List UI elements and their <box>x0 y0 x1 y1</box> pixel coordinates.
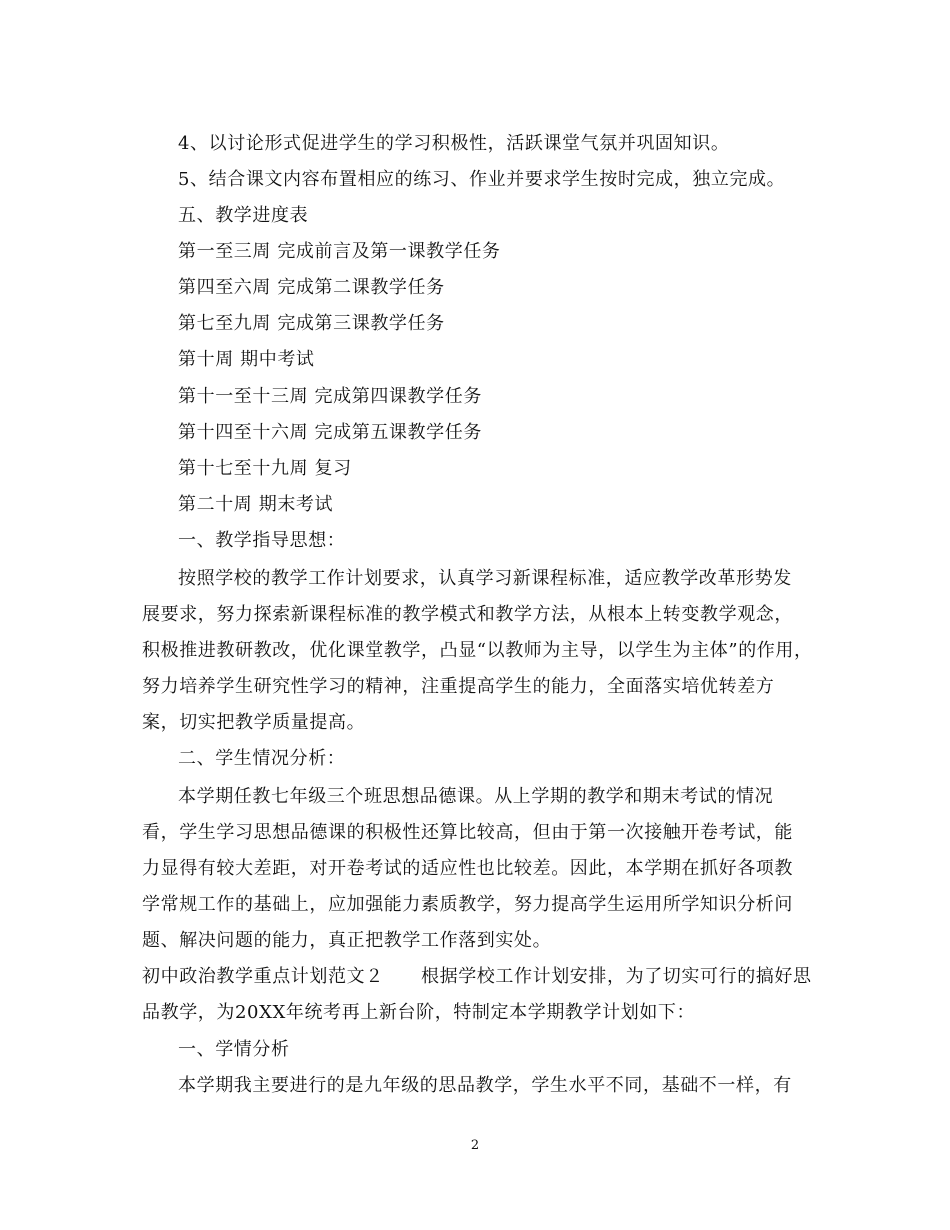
section-heading: 二、学生情况分析： <box>178 748 346 769</box>
paragraph-line: 积极推进教研教改，优化课堂教学，凸显“以教师为主导，以学生为主体”的作用， <box>142 640 813 661</box>
section-heading: 五、教学进度表 <box>178 205 309 226</box>
paragraph-line: 力显得有较大差距，对开卷考试的适应性也比较差。因此，本学期在抓好各项教 <box>142 858 793 879</box>
paragraph-line: 本学期任教七年级三个班思想品德课。从上学期的教学和期末考试的情况 <box>178 786 774 807</box>
paragraph-line: 努力培养学生研究性学习的精神，注重提高学生的能力，全面落实培优转差方 <box>142 676 775 697</box>
paragraph-line: 展要求，努力探索新课程标准的教学模式和教学方法，从根本上转变教学观念， <box>142 604 793 625</box>
schedule-item: 第一至三周 完成前言及第一课教学任务 <box>178 241 501 262</box>
text-line: 4、以讨论形式促进学生的学习积极性，活跃课堂气氛并巩固知识。 <box>178 133 730 154</box>
schedule-item: 第四至六周 完成第二课教学任务 <box>178 277 445 298</box>
paragraph-line: 题、解决问题的能力，真正把教学工作落到实处。 <box>142 930 552 951</box>
paragraph-line: 案，切实把教学质量提高。 <box>142 712 366 733</box>
schedule-item: 第二十周 期末考试 <box>178 494 334 515</box>
schedule-item: 第十七至十九周 复习 <box>178 458 352 479</box>
page-number: 2 <box>470 1138 480 1153</box>
section-heading: 一、学情分析 <box>178 1039 290 1060</box>
paragraph-line: 品教学，为20XX年统考再上新台阶，特制定本学期教学计划如下： <box>142 1002 696 1023</box>
schedule-item: 第七至九周 完成第三课教学任务 <box>178 313 445 334</box>
section-heading: 一、教学指导思想： <box>178 530 346 551</box>
paragraph-line: 按照学校的教学工作计划要求，认真学习新课程标准，适应教学改革形势发 <box>178 568 792 589</box>
paragraph-line: 学常规工作的基础上，应加强能力素质教学，努力提高学生运用所学知识分析问 <box>142 894 793 915</box>
paragraph-line: 初中政治教学重点计划范文２ 根据学校工作计划安排，为了切实可行的搞好思 <box>142 966 812 987</box>
schedule-item: 第十一至十三周 完成第四课教学任务 <box>178 386 482 407</box>
paragraph-line: 看，学生学习思想品德课的积极性还算比较高，但由于第一次接触开卷考试，能 <box>142 822 793 843</box>
paragraph-line: 本学期我主要进行的是九年级的思品教学，学生水平不同，基础不一样，有 <box>178 1075 792 1096</box>
text-line: 5、结合课文内容布置相应的练习、作业并要求学生按时完成，独立完成。 <box>178 169 786 190</box>
schedule-item: 第十周 期中考试 <box>178 349 315 370</box>
schedule-item: 第十四至十六周 完成第五课教学任务 <box>178 422 482 443</box>
